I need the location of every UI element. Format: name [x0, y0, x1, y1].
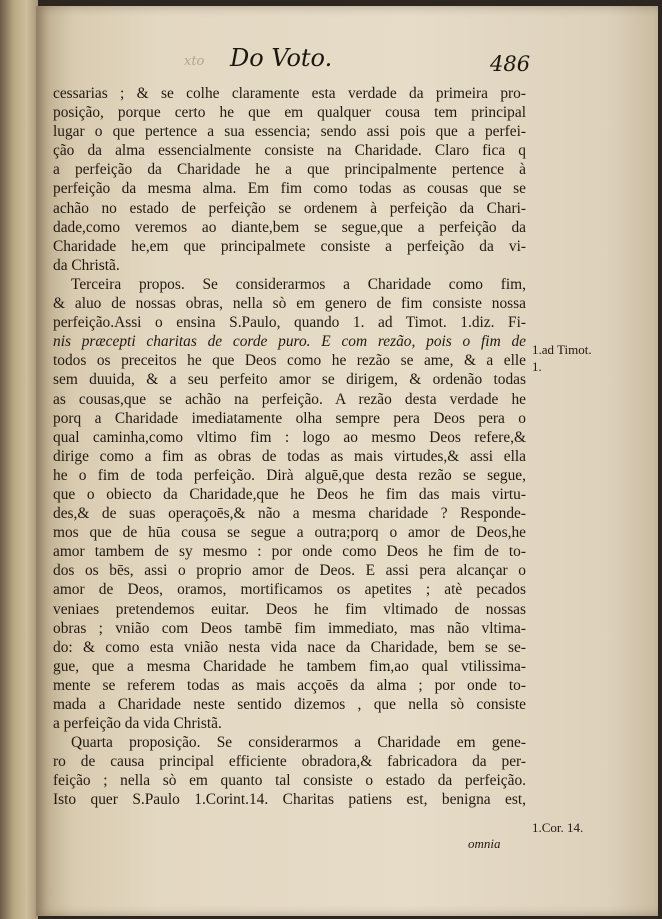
text-line: qual caminha,como vltimo fim : logo ao mesmo Deos refere,& — [53, 428, 526, 446]
text-line: obras ; vnião com Deos tambē fim immediato, mas não vltima- — [53, 619, 526, 637]
text-line-latin-quote: nis præcepti charitas de corde puro. E com rezão, pois o fim de — [53, 333, 526, 351]
bleed-through-mark: xto — [184, 54, 205, 69]
text-line: Charidade he,em que principalmete consiste a perfeição da vi- — [53, 237, 526, 255]
text-line: mos que de hūa cousa se segue a outra;porq o amor de Deos,he — [53, 524, 526, 542]
text-line: mente se referem todas as mais acçoēs da alma ; por onde to- — [53, 676, 526, 694]
text-line: ro de causa principal efficiente obradora,& fabricadora da per- — [53, 753, 526, 771]
marginal-note-timothy: 1.ad Timot. — [532, 342, 592, 357]
text-line: Isto quer S.Paulo 1.Corint.14. Charitas patiens est, benigna est, — [53, 791, 526, 809]
text-line: dade,como veremos ao diante,bem se segue,que a perfeição da — [53, 218, 526, 236]
text-line: a perfeição da Charidade he a que principalmente pertence à — [53, 161, 526, 179]
text-line: a perfeição da vida Christã. — [53, 715, 222, 733]
text-line: Quarta proposição. Se considerarmos a Charidade em gene- — [71, 734, 526, 752]
text-line: todos os preceitos he que Deos como he rezão se ame, & a elle — [53, 352, 526, 370]
text-line: perfeição.Assi o ensina S.Paulo, quando 1. ad Timot. 1.diz. Fi- — [53, 314, 526, 332]
facing-page-edge — [0, 0, 38, 919]
text-line: veniaes pretendemos euitar. Deos he fim vltimado de nossas — [53, 600, 526, 618]
text-line: posição, porque certo he que em qualquer cousa tem principal — [53, 104, 526, 122]
text-line: he o fim de toda perfeição. Dirà alguē,que desta rezão se segue, — [53, 466, 526, 484]
text-line: sem duuida, & a seu perfeito amor se dirigem, & ordenão todas — [53, 371, 526, 389]
text-line: des,& de suas operaçoēs,& não a mesma charidade ? Responde- — [53, 505, 526, 523]
catchword: omnia — [468, 836, 501, 851]
text-line: dos os bēs, assi o proprio amor de Deos. E assi pera alcançar o — [53, 562, 526, 580]
marginal-note-chapter: 1. — [532, 359, 542, 374]
marginal-note-corinthians: 1.Cor. 14. — [532, 820, 584, 835]
text-line: as cousas,que se achão na perfeição. A rezão desta verdade he — [53, 390, 526, 408]
text-line: amor de Deos, oramos, mortificamos os apetites ; atè pecados — [53, 581, 526, 599]
text-line: dirige como a fim as obras de todas as mais virtudes,& assi ella — [53, 447, 526, 465]
text-line: amor tambem de sy mesmo : por onde como Deos he fim de to- — [53, 543, 526, 561]
running-header-title: Do Voto. — [230, 44, 333, 72]
text-line: que o obiecto da Charidade,que he Deos he fim das mais virtu- — [53, 485, 526, 503]
text-line: lugar o que pertence a sua essencia; sendo assi pois que a perfei- — [53, 123, 526, 141]
text-line: Terceira propos. Se considerarmos a Charidade como fim, — [71, 275, 526, 293]
text-line: mada a Charidade neste sentido dizemos , que nella sò consiste — [53, 696, 526, 713]
text-line: perfeição da mesma alma. Em fim como todas as cousas que se — [53, 180, 526, 198]
text-line: feição ; nella sò em quanto tal consiste o estado da perfeição. — [53, 772, 526, 790]
body-text — [53, 84, 526, 810]
text-line: da Christã. — [53, 256, 120, 274]
text-line: cessarias ; & se colhe claramente esta verdade da primeira pro- — [53, 85, 526, 102]
text-line: achão no estado de perfeição se ordenem à perfeição da Chari- — [53, 199, 526, 217]
page-number: 486 — [490, 52, 531, 76]
text-line: do: & como esta vnião nesta vida nace da Charidade, bem se se- — [53, 638, 526, 656]
text-line: gue, que a mesma Charidade he tambem fim,ao qual vtilissima- — [53, 657, 526, 675]
text-line: ção da alma essencialmente consiste na Charidade. Claro fica q — [53, 142, 526, 160]
text-line: porq a Charidade imediatamente olha sempre pera Deos pera o — [53, 409, 526, 427]
text-line: & aluo de nossas obras, nella sò em genero de fim consiste nossa — [53, 295, 526, 313]
